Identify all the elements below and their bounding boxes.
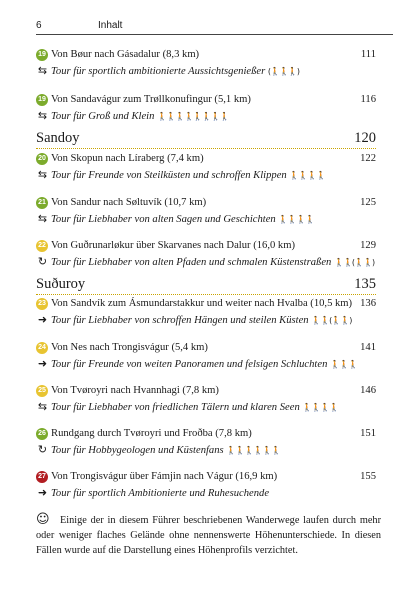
tour-description: Tour für Liebhaber von alten Sagen und Geschichten [51, 214, 276, 225]
route-type-icon: ➜ [37, 486, 48, 499]
tour-number-badge: 22 [36, 240, 48, 252]
tour-page: 125 [360, 197, 376, 208]
family-icon: (🚶🚶🚶) [267, 67, 300, 76]
region-page: 120 [354, 130, 376, 146]
running-header [36, 20, 393, 34]
route-type-icon: ⇆ [37, 168, 48, 181]
tour-title: Von Skopun nach Líraberg (7,4 km) [51, 153, 204, 164]
tour-description: Tour für sportlich Ambitionierte und Ruhesuchende [51, 488, 270, 499]
region-page: 135 [354, 276, 376, 292]
tour-page: 111 [360, 49, 376, 60]
toc-entry[interactable] [36, 469, 376, 503]
tour-page: 155 [360, 471, 376, 482]
tour-title: Von Nes nach Trongisvágur (5,4 km) [51, 342, 208, 353]
tour-page: 151 [360, 428, 376, 439]
tour-page: 146 [360, 385, 376, 396]
tour-description: Tour für Liebhaber von friedlichen Tälern und klaren Seen [51, 402, 300, 413]
tour-title: Von Sandur nach Søltuvík (10,7 km) [51, 197, 207, 208]
tour-number-badge: 25 [36, 385, 48, 397]
tour-description: Tour für Freunde von weiten Panoramen und felsigen Schluchten [51, 359, 328, 370]
tour-page: 136 [360, 298, 376, 309]
route-type-icon: ↻ [37, 255, 48, 268]
tour-title: Von Trongisvágur über Fámjin nach Vágur (16,9 km) [51, 471, 278, 482]
family-icon: 🚶🚶🚶🚶 [302, 403, 339, 412]
route-type-icon: ⇆ [37, 400, 48, 413]
tour-page: 122 [360, 153, 376, 164]
region-heading[interactable] [36, 276, 376, 295]
toc-entry[interactable] [36, 296, 376, 330]
family-icon: 🚶🚶(🚶🚶) [334, 258, 375, 267]
tour-number-badge: 19 [36, 49, 48, 61]
tour-title: Rundgang durch Tvøroyri und Froðba (7,8 km) [51, 428, 252, 439]
region-heading[interactable] [36, 130, 376, 149]
header-rule [36, 34, 393, 35]
tour-number-badge: 21 [36, 197, 48, 209]
route-type-icon: ⇆ [37, 109, 48, 122]
tour-description: Tour für Freunde von Steilküsten und schroffen Klippen [51, 170, 287, 181]
smiley-icon: ☺ [36, 512, 50, 527]
route-type-icon: ➜ [37, 357, 48, 370]
route-type-icon: ↻ [37, 443, 48, 456]
toc-entry[interactable] [36, 92, 376, 126]
route-type-icon: ⇆ [37, 64, 48, 77]
flat-terrain-note [36, 512, 381, 558]
tour-number-badge: 26 [36, 428, 48, 440]
tour-title: Von Sandavágur zum Trøllkonufingur (5,1 km) [51, 94, 251, 105]
family-icon: 🚶🚶🚶🚶 [289, 171, 326, 180]
toc-entry[interactable] [36, 340, 376, 374]
tour-description: Tour für Hobbygeologen und Küstenfans [51, 445, 224, 456]
toc-entry[interactable] [36, 383, 376, 417]
family-icon: 🚶🚶(🚶🚶) [311, 316, 352, 325]
tour-page: 141 [360, 342, 376, 353]
family-icon: 🚶🚶🚶🚶🚶🚶 [226, 446, 281, 455]
region-name: Sandoy [36, 130, 80, 146]
toc-entry[interactable] [36, 426, 376, 460]
tour-number-badge: 23 [36, 298, 48, 310]
tour-page: 116 [360, 94, 376, 105]
tour-description: Tour für Groß und Klein [51, 111, 155, 122]
family-icon: 🚶🚶🚶🚶🚶🚶🚶🚶 [157, 112, 229, 121]
route-type-icon: ⇆ [37, 212, 48, 225]
toc-entry[interactable] [36, 47, 376, 81]
family-icon: 🚶🚶🚶🚶 [278, 215, 315, 224]
note-text: Einige der in diesem Führer beschriebenen Wanderwege laufen durch mehr oder weniger flaches Gelände ohne nennenswerte Höhenunterschiede. In diesen Fällen wurde auf die Darstellung eines Höhenprofils verzichtet. [36, 515, 381, 556]
route-type-icon: ➜ [37, 313, 48, 326]
tour-number-badge: 19 [36, 94, 48, 106]
tour-number-badge: 20 [36, 153, 48, 165]
toc-entry[interactable] [36, 238, 376, 272]
tour-page: 129 [360, 240, 376, 251]
tour-title: Von Sandvík zum Ásmundarstakkur und weiter nach Hvalba (10,5 km) [51, 298, 353, 309]
tour-number-badge: 24 [36, 342, 48, 354]
toc-entry[interactable] [36, 151, 376, 185]
tour-description: Tour für Liebhaber von alten Pfaden und schmalen Küstenstraßen [51, 257, 332, 268]
region-name: Suðuroy [36, 276, 86, 292]
toc-entry[interactable] [36, 195, 376, 229]
tour-description: Tour für sportlich ambitionierte Aussichtsgenießer [51, 66, 266, 77]
tour-description: Tour für Liebhaber von schroffen Hängen und steilen Küsten [51, 315, 309, 326]
tour-title: Von Tvøroyri nach Hvannhagi (7,8 km) [51, 385, 219, 396]
family-icon: 🚶🚶🚶 [330, 360, 357, 369]
header-title: Inhalt [98, 20, 123, 31]
tour-title: Von Guðrunarløkur über Skarvanes nach Dalur (16,0 km) [51, 240, 295, 251]
tour-title: Von Bøur nach Gásadalur (8,3 km) [51, 49, 200, 60]
tour-number-badge: 27 [36, 471, 48, 483]
page-number: 6 [36, 20, 42, 31]
